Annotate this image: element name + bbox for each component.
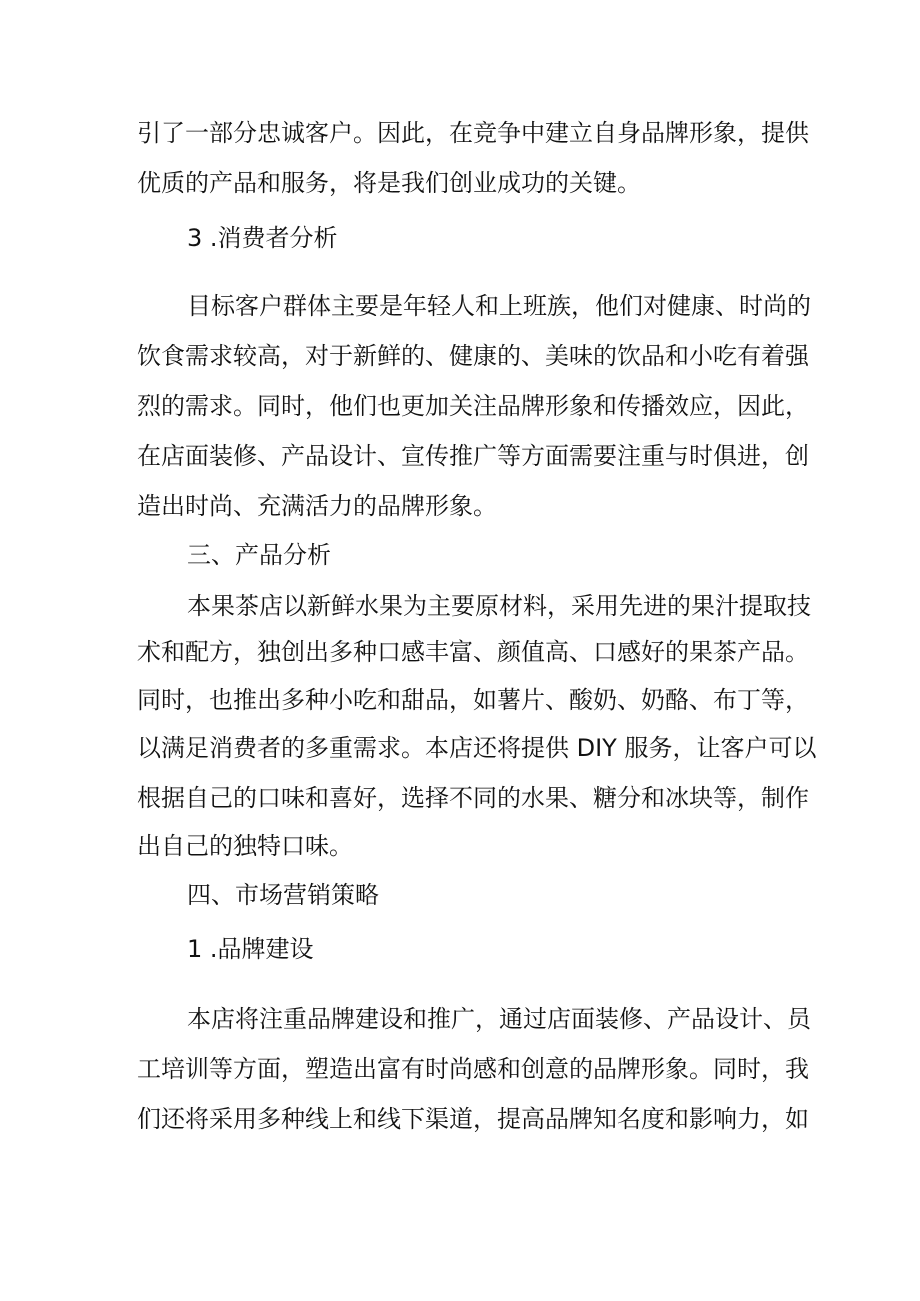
paragraph-3-line-5: 根据自己的口味和喜好，选择不同的水果、糖分和冰块等，制作	[137, 784, 809, 812]
section-heading-product-analysis: 三、产品分析	[187, 541, 331, 569]
paragraph-4-line-1: 本店将注重品牌建设和推广，通过店面装修、产品设计、员	[187, 1005, 811, 1033]
paragraph-2-line-5: 造出时尚、充满活力的品牌形象。	[137, 492, 497, 520]
paragraph-3-line-1: 本果茶店以新鲜水果为主要原材料，采用先进的果汁提取技	[187, 592, 811, 620]
section-heading-consumer-analysis: 3 .消费者分析	[187, 224, 338, 252]
paragraph-2-line-2: 饮食需求较高，对于新鲜的、健康的、美味的饮品和小吃有着强	[137, 342, 809, 370]
paragraph-2-line-4: 在店面装修、产品设计、宣传推广等方面需要注重与时俱进，创	[137, 442, 809, 470]
paragraph-2-line-1: 目标客户群体主要是年轻人和上班族，他们对健康、时尚的	[187, 292, 811, 320]
paragraph-4-line-2: 工培训等方面，塑造出富有时尚感和创意的品牌形象。同时，我	[137, 1055, 809, 1083]
paragraph-3-line-6: 出自己的独特口味。	[137, 832, 353, 860]
paragraph-1-line-2: 优质的产品和服务，将是我们创业成功的关键。	[137, 169, 641, 197]
section-heading-marketing-strategy: 四、市场营销策略	[187, 881, 379, 909]
paragraph-3-line-3: 同时，也推出多种小吃和甜品，如薯片、酸奶、奶酪、布丁等，	[137, 686, 809, 714]
paragraph-2-line-3: 烈的需求。同时，他们也更加关注品牌形象和传播效应，因此，	[137, 392, 809, 420]
paragraph-3-line-2: 术和配方，独创出多种口感丰富、颜值高、口感好的果茶产品。	[137, 638, 809, 666]
section-heading-brand-building: 1 .品牌建设	[187, 935, 314, 963]
paragraph-1-line-1: 引了一部分忠诚客户。因此，在竞争中建立自身品牌形象，提供	[137, 119, 809, 147]
paragraph-3-line-4: 以满足消费者的多重需求。本店还将提供 DIY 服务，让客户可以	[137, 734, 817, 762]
paragraph-4-line-3: 们还将采用多种线上和线下渠道，提高品牌知名度和影响力，如	[137, 1105, 809, 1133]
